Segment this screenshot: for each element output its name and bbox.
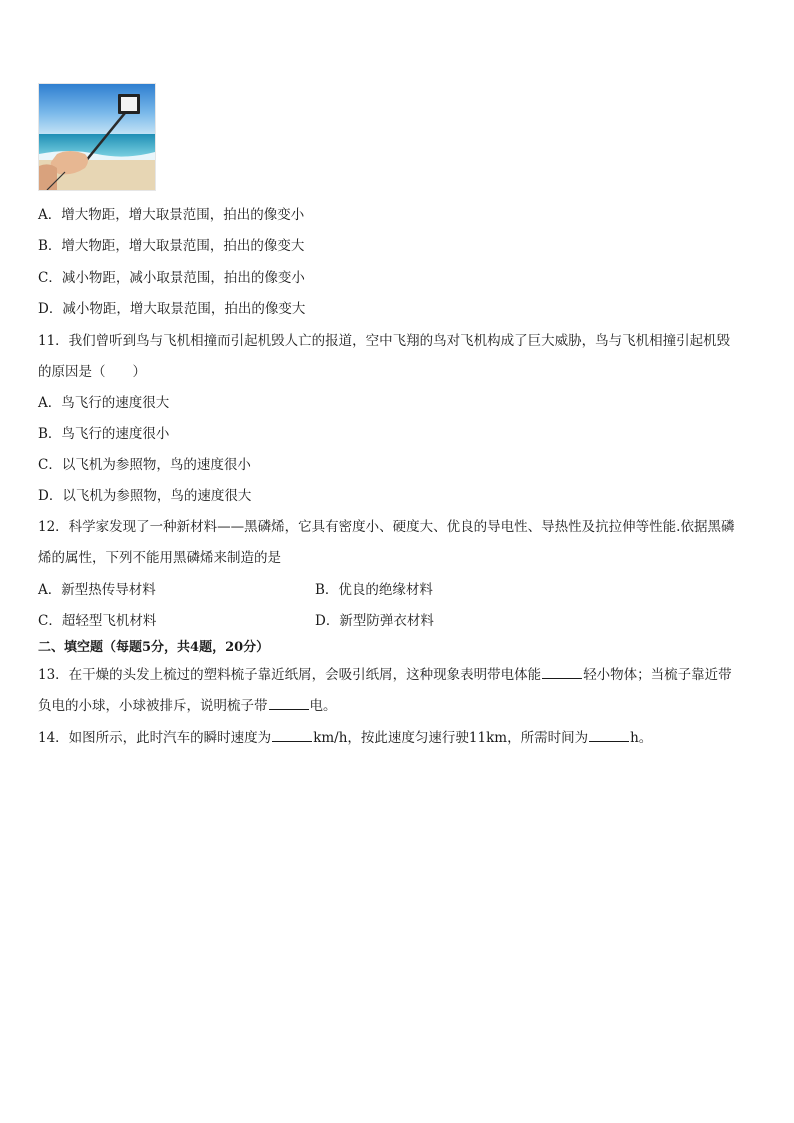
q12-option-c: C．超轻型飞机材料 (38, 613, 157, 629)
q13-text-1a: 13．在干燥的头发上梳过的塑料梳子靠近纸屑，会吸引纸屑，这种现象表明带电体能 (38, 667, 542, 683)
q13-text-2b: 电。 (309, 698, 337, 714)
q12-stem-line2: 烯的属性，下列不能用黑磷烯来制造的是 (38, 550, 281, 566)
q11-option-d: D．以飞机为参照物，鸟的速度很大 (38, 488, 252, 504)
q13-text-1b: 轻小物体；当梳子靠近带 (583, 667, 732, 683)
q11-stem-line1: 11．我们曾听到鸟与飞机相撞而引起机毁人亡的报道，空中飞翔的鸟对飞机构成了巨大威胁，鸟与飞机相撞引起机毁 (38, 333, 731, 349)
q14-blank-time (589, 728, 629, 742)
q12-option-b: B．优良的绝缘材料 (315, 582, 433, 598)
q11-stem-line2: 的原因是（ ） (38, 364, 146, 380)
q13-text-2a: 负电的小球，小球被排斥，说明梳子带 (38, 698, 268, 714)
q14-line (38, 728, 652, 747)
q13-blank-2 (269, 696, 309, 710)
q10-option-a: A．增大物距，增大取景范围，拍出的像变小 (38, 207, 305, 223)
q14-text-a: 14．如图所示，此时汽车的瞬时速度为 (38, 730, 272, 746)
q12-stem-line1: 12．科学家发现了一种新材料——黑磷烯，它具有密度小、硬度大、优良的导电性、导热性及抗拉伸等性能.依据黑磷 (38, 519, 735, 535)
q13-line1 (38, 665, 732, 684)
q11-option-a: A．鸟飞行的速度很大 (38, 395, 170, 411)
selfie-stick-image (38, 83, 156, 191)
q10-option-c: C．减小物距，减小取景范围，拍出的像变小 (38, 270, 305, 286)
q11-option-b: B．鸟飞行的速度很小 (38, 426, 170, 442)
q10-option-d: D．减小物距，增大取景范围，拍出的像变大 (38, 301, 306, 317)
q12-option-d: D．新型防弹衣材料 (315, 613, 434, 629)
q11-option-c: C．以飞机为参照物，鸟的速度很小 (38, 457, 251, 473)
q14-blank-speed (272, 728, 312, 742)
q14-text-c: h。 (630, 730, 653, 746)
q13-line2 (38, 696, 337, 715)
q10-option-b: B．增大物距，增大取景范围，拍出的像变大 (38, 238, 305, 254)
section-heading-fill-in: 二、填空题（每题5分，共4题，20分） (38, 640, 270, 655)
q14-text-b: km/h，按此速度匀速行驶11km，所需时间为 (313, 730, 589, 746)
q13-blank-1 (542, 665, 582, 679)
q12-option-a: A．新型热传导材料 (38, 582, 156, 598)
